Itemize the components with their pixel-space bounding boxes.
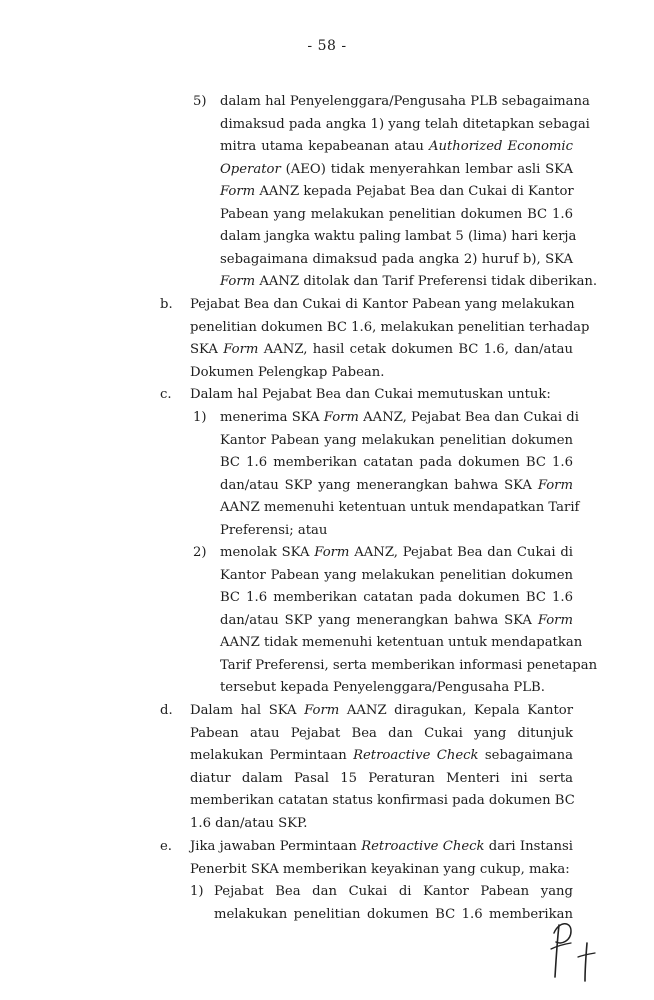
list-marker-c: c. xyxy=(160,387,172,402)
text-line: Preferensi; atau xyxy=(220,522,328,538)
text-line: diatur dalam Pasal 15 Peraturan Menteri ini serta xyxy=(190,770,573,786)
text-line: SKA Form AANZ, hasil cetak dokumen BC 1.6, dan/atau xyxy=(190,342,573,357)
text-line: melakukan Permintaan Retroactive Check sebagaimana xyxy=(190,748,573,763)
text-line: Operator (AEO) tidak menyerahkan lembar asli SKA xyxy=(220,161,573,177)
list-marker-e: e. xyxy=(160,839,172,854)
paragraph-item-e xyxy=(190,836,573,881)
text-line: penelitian dokumen BC 1.6, melakukan penelitian terhadap xyxy=(190,319,590,335)
text-line: Kantor Pabean yang melakukan penelitian dokumen xyxy=(220,432,573,448)
text-line: Pejabat Bea dan Cukai di Kantor Pabean yang xyxy=(214,884,573,899)
text-line: menerima SKA Form AANZ, Pejabat Bea dan Cukai di xyxy=(220,410,579,425)
text-line: dan/atau SKP yang menerangkan bahwa SKA Form xyxy=(220,612,573,628)
text-line: dalam jangka waktu paling lambat 5 (lima) hari kerja xyxy=(220,229,577,244)
text-line: tersebut kepada Penyelenggara/Pengusaha PLB. xyxy=(220,680,545,695)
text-line: BC 1.6 memberikan catatan pada dokumen BC 1.6 xyxy=(220,590,573,605)
text-line: Dokumen Pelengkap Pabean. xyxy=(190,364,385,380)
list-marker-d: d. xyxy=(160,703,173,718)
text-line: AANZ memenuhi ketentuan untuk mendapatkan Tarif xyxy=(220,500,580,515)
text-line: Jika jawaban Permintaan Retroactive Check dari Instansi xyxy=(190,839,573,854)
text-line: Dalam hal SKA Form AANZ diragukan, Kepala Kantor xyxy=(190,703,573,718)
text-line: menolak SKA Form AANZ, Pejabat Bea dan Cukai di xyxy=(220,545,573,560)
paragraph-item-c2 xyxy=(220,542,598,700)
paragraph-item-5 xyxy=(220,91,598,294)
text-line: Pejabat Bea dan Cukai di Kantor Pabean yang melakukan xyxy=(190,297,575,312)
list-marker-c2: 2) xyxy=(193,545,207,560)
text-line: Dalam hal Pejabat Bea dan Cukai memutuskan untuk: xyxy=(190,387,551,402)
text-line: sebagaimana dimaksud pada angka 2) huruf b), SKA xyxy=(220,251,573,267)
text-line: 1.6 dan/atau SKP. xyxy=(190,815,308,831)
text-line: melakukan penelitian dokumen BC 1.6 memberikan xyxy=(214,906,573,922)
paragraph-item-c xyxy=(190,384,573,407)
text-line: Tarif Preferensi, serta memberikan informasi penetapan xyxy=(220,657,598,673)
text-line: Penerbit SKA memberikan keyakinan yang cukup, maka: xyxy=(190,861,570,877)
list-marker-c1: 1) xyxy=(193,410,207,425)
list-marker-5: 5) xyxy=(193,94,207,109)
text-line: mitra utama kepabeanan atau Authorized Economic xyxy=(220,139,573,154)
list-marker-b: b. xyxy=(160,297,173,312)
text-line: Kantor Pabean yang melakukan penelitian dokumen xyxy=(220,567,573,583)
paragraph-item-b xyxy=(190,294,590,384)
page-number: - 58 - xyxy=(307,38,347,54)
text-line: Pabean atau Pejabat Bea dan Cukai yang ditunjuk xyxy=(190,725,573,741)
list-marker-e1: 1) xyxy=(190,884,204,899)
text-line: AANZ tidak memenuhi ketentuan untuk mendapatkan xyxy=(220,635,583,650)
paragraph-item-c1 xyxy=(220,407,580,542)
text-line: Form AANZ kepada Pejabat Bea dan Cukai di Kantor xyxy=(220,184,574,199)
handwritten-initials xyxy=(545,915,601,985)
text-line: dalam hal Penyelenggara/Pengusaha PLB sebagaimana xyxy=(220,94,590,109)
paragraph-item-e1 xyxy=(214,881,573,926)
text-line: BC 1.6 memberikan catatan pada dokumen BC 1.6 xyxy=(220,455,573,470)
text-line: dimaksud pada angka 1) yang telah ditetapkan sebagai xyxy=(220,116,590,132)
text-line: Pabean yang melakukan penelitian dokumen BC 1.6 xyxy=(220,206,573,222)
text-line: dan/atau SKP yang menerangkan bahwa SKA Form xyxy=(220,477,573,493)
paragraph-item-d xyxy=(190,700,573,835)
text-line: memberikan catatan status konfirmasi pada dokumen BC xyxy=(190,793,575,808)
text-line: Form AANZ ditolak dan Tarif Preferensi tidak diberikan. xyxy=(220,274,598,289)
